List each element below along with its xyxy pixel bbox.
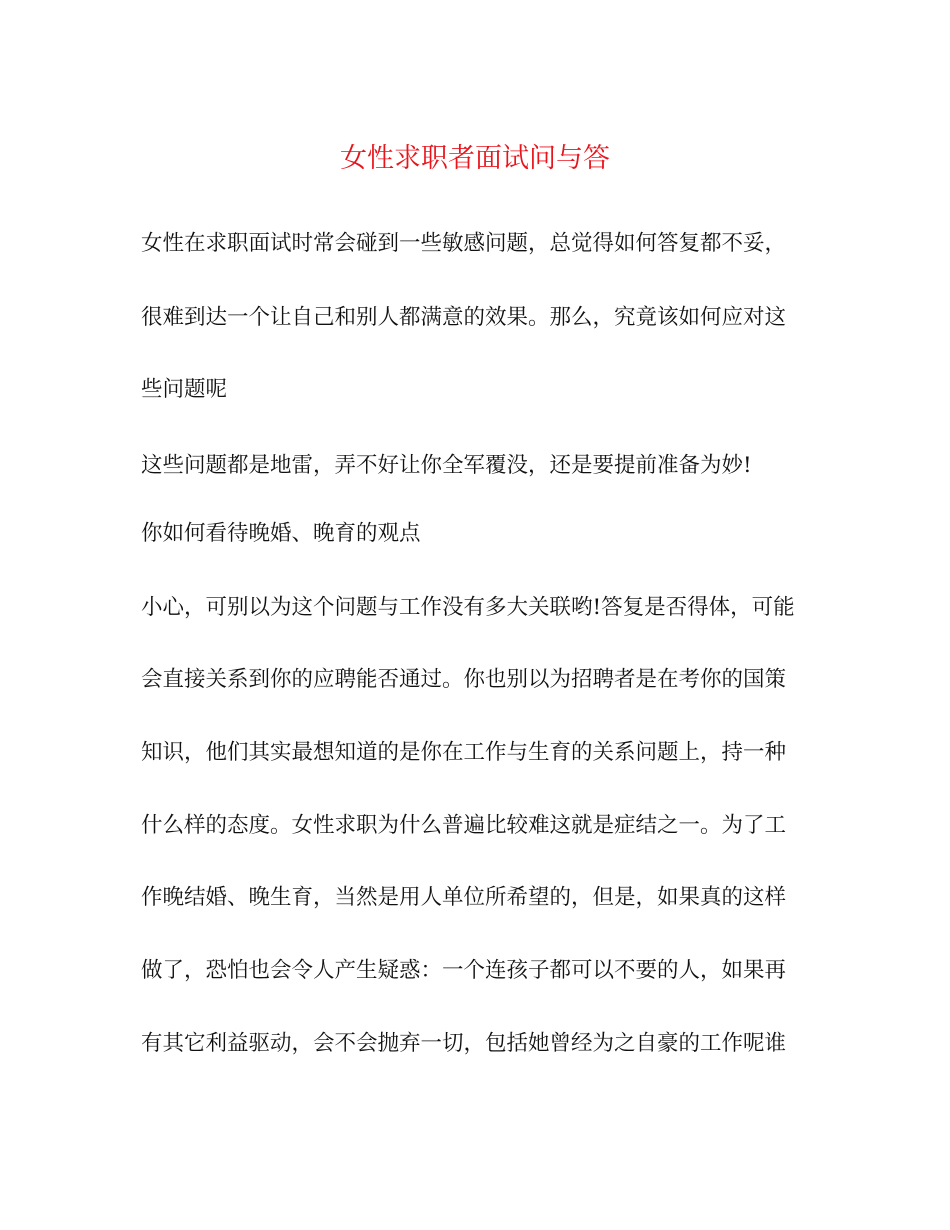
paragraph-line: 这些问题都是地雷，弄不好让你全军覆没，还是要提前准备为妙!	[141, 453, 752, 478]
paragraph-line: 有其它利益驱动，会不会抛弃一切，包括她曾经为之自豪的工作呢谁	[141, 1031, 787, 1056]
paragraph-line: 会直接关系到你的应聘能否通过。你也别以为招聘者是在考你的国策	[141, 667, 787, 692]
question-heading: 你如何看待晚婚、晚育的观点	[141, 521, 421, 546]
paragraph-line: 些问题呢	[141, 377, 228, 402]
paragraph-line: 女性在求职面试时常会碰到一些敏感问题，总觉得如何答复都不妥，	[141, 231, 787, 256]
paragraph-line: 知识，他们其实最想知道的是你在工作与生育的关系问题上，持一种	[141, 740, 787, 765]
paragraph-line: 很难到达一个让自己和别人都满意的效果。那么，究竟该如何应对这	[141, 305, 787, 330]
paragraph-line: 什么样的态度。女性求职为什么普遍比较难这就是症结之一。为了工	[141, 813, 787, 838]
paragraph-line: 做了，恐怕也会令人产生疑惑：一个连孩子都可以不要的人，如果再	[141, 958, 787, 983]
document-title: 女性求职者面试问与答	[340, 143, 610, 174]
paragraph-line: 作晚结婚、晚生育，当然是用人单位所希望的，但是，如果真的这样	[141, 885, 787, 910]
paragraph-line: 小心，可别以为这个问题与工作没有多大关联哟!答复是否得体，可能	[141, 595, 795, 620]
